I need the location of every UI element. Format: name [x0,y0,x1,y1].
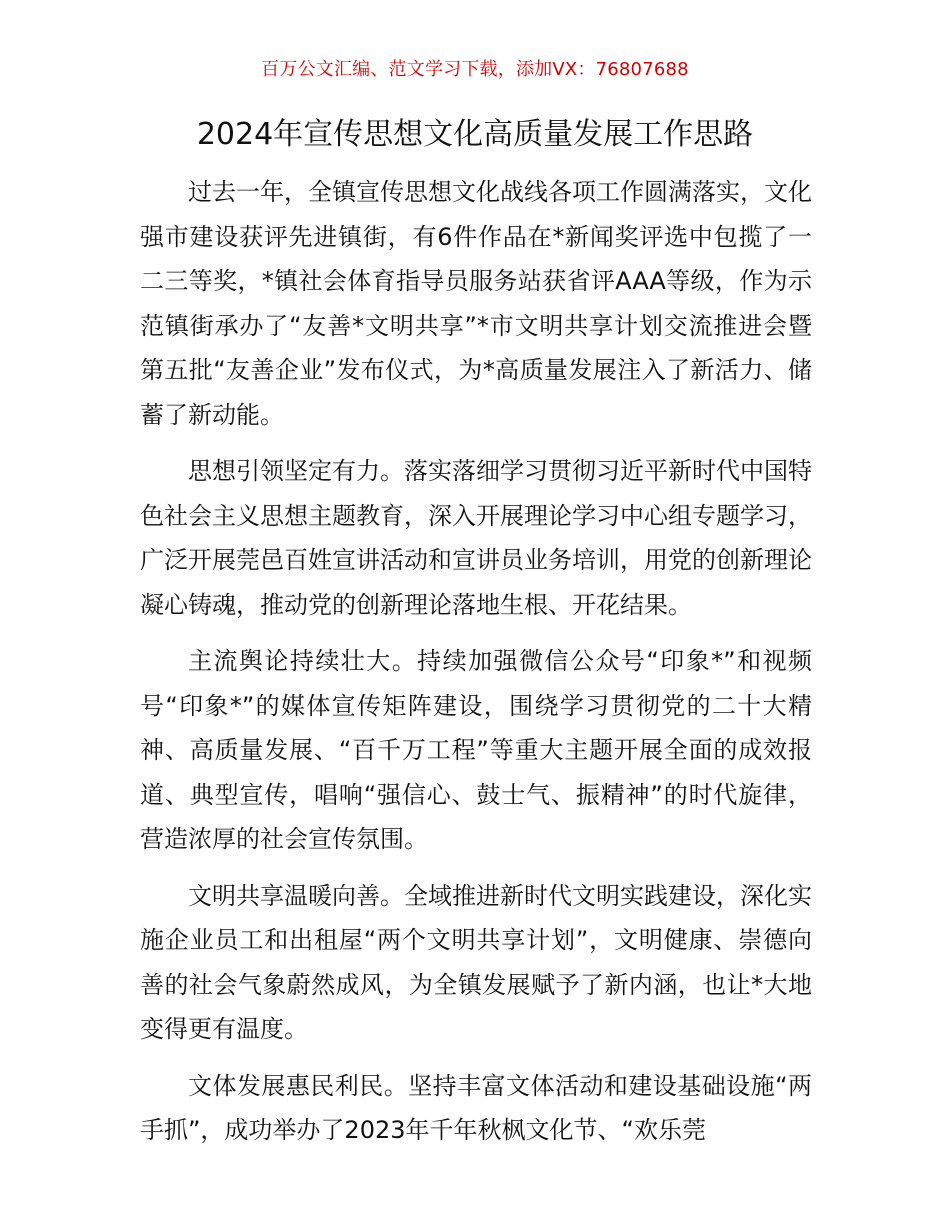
paragraph-2: 思想引领坚定有力。落实落细学习贯彻习近平新时代中国特色社会主义思想主题教育，深入开展理论学习中心组专题学习，广泛开展莞邑百姓宣讲活动和宣讲员业务培训，用党的创新理论凝心铸魂，推动党的创新理论落地生根、开花结果。 [140,457,812,619]
paragraph-5: 文体发展惠民利民。坚持丰富文体活动和建设基础设施“两手抓”，成功举办了2023年千年秋枫文化节、“欢乐莞 [140,1071,812,1144]
page-title: 2024年宣传思想文化高质量发展工作思路 [196,117,754,152]
paragraph-1: 过去一年，全镇宣传思想文化战线各项工作圆满落实，文化强市建设获评先进镇街，有6件作品在*新闻奖评选中包揽了一二三等奖，*镇社会体育指导员服务站获省评AAA等级，作为示范镇街承办了“友善*文明共享”*市文明共享计划交流推进会暨第五批“友善企业”发布仪式，为*高质量发展注入了新活力、储蓄了新动能。 [140,178,812,429]
document-body [140,170,812,1165]
paragraph-4: 文明共享温暖向善。全域推进新时代文明实践建设，深化实施企业员工和出租屋“两个文明共享计划”，文明健康、崇德向善的社会气象蔚然成风，为全镇发展赋予了新内涵，也让*大地变得更有温度。 [140,881,812,1043]
header-note: 百万公文汇编、范文学习下载，添加VX：76807688 [261,59,689,80]
paragraph-3: 主流舆论持续壮大。持续加强微信公众号“印象*”和视频号“印象*”的媒体宣传矩阵建设，围绕学习贯彻党的二十大精神、高质量发展、“百千万工程”等重大主题开展全面的成效报道、典型宣传，唱响“强信心、鼓士气、振精神”的时代旋律，营造浓厚的社会宣传氛围。 [140,647,812,853]
